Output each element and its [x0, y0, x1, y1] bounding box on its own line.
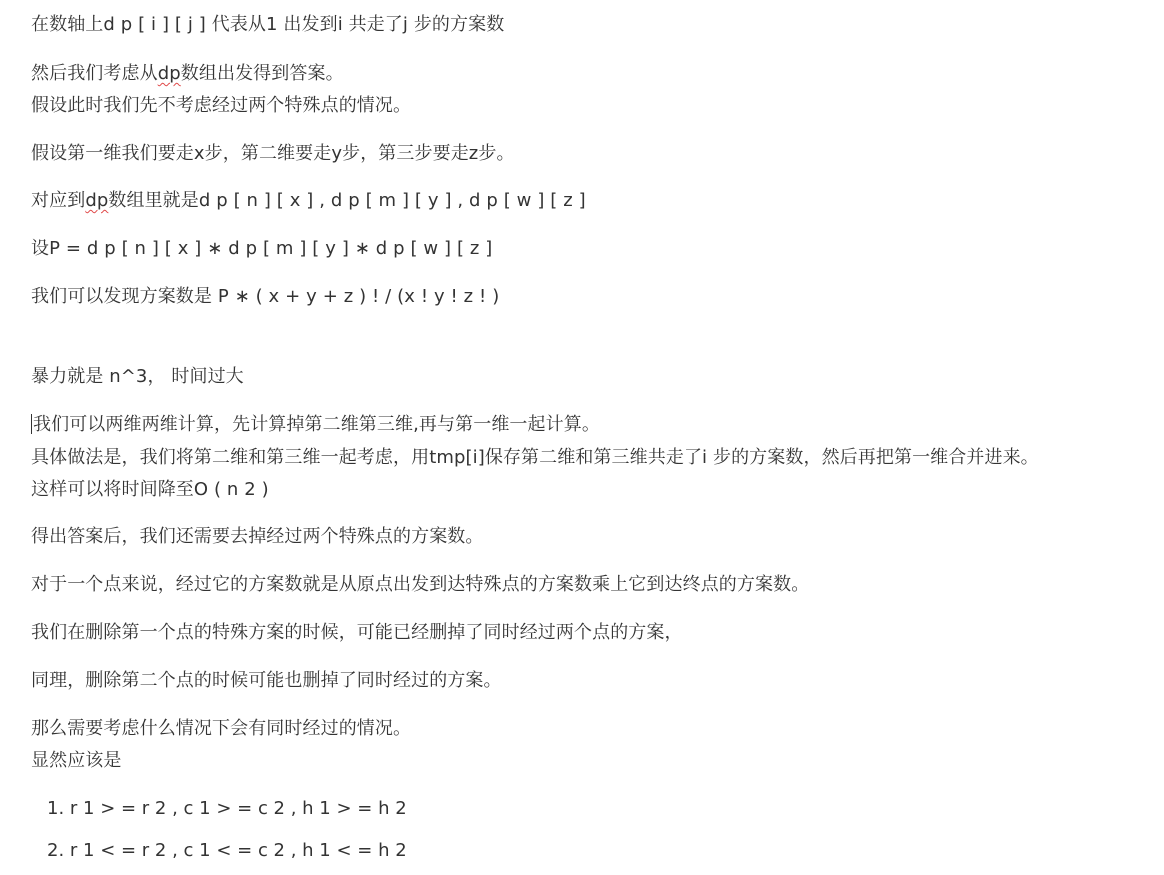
spellcheck-word[interactable]: dp [157, 63, 181, 84]
text-segment: 暴力就是 n^3， 时间过大 [31, 366, 244, 387]
text-segment: 这样可以将时间降至O ( n 2 ) [31, 479, 269, 500]
text-segment: 我们可以发现方案数是 P ∗ ( x + y + z ) ! / (x ! y ! z ! ) [31, 286, 500, 307]
text-segment: 那么需要考虑什么情况下会有同时经过的情况。 [31, 718, 412, 739]
paragraph-consider-dp [31, 61, 344, 87]
text-cursor [31, 414, 32, 434]
paragraph-assumption [31, 93, 411, 119]
paragraph-formula [31, 284, 499, 310]
list-item [47, 838, 407, 864]
text-segment: 我们可以两维两维计算，先计算掉第二维第三维,再与第一维一起计算。 [33, 414, 600, 435]
paragraph-two-dims [31, 412, 600, 438]
text-segment: 具体做法是，我们将第二维和第三维一起考虑，用tmp[i]保存第二维和第三维共走了i 步的方案数，然后再把第一维合并进来。 [31, 447, 1039, 468]
paragraph-define-p [31, 236, 492, 262]
paragraph-consider-case [31, 716, 411, 742]
text-segment: 对应到 [31, 190, 86, 211]
text-segment: 在数轴上d p [ i ] [ j ] 代表从1 出发到i 共走了j 步的方案数 [31, 14, 505, 35]
paragraph-delete-second [31, 668, 502, 694]
paragraph-single-point [31, 572, 809, 598]
spellcheck-word[interactable]: dp [85, 190, 109, 211]
text-segment: 得出答案后，我们还需要去掉经过两个特殊点的方案数。 [31, 526, 484, 547]
list-item-text: 1. r 1 > = r 2 , c 1 > = c 2 , h 1 > = h 2 [47, 798, 407, 819]
text-segment: 对于一个点来说，经过它的方案数就是从原点出发到达特殊点的方案数乘上它到达终点的方案数。 [31, 574, 810, 595]
paragraph-obviously [31, 748, 122, 774]
text-segment: 数组里就是d p [ n ] [ x ] , d p [ m ] [ y ] , d p [ w ] [ z ] [108, 190, 586, 211]
text-segment: 显然应该是 [31, 750, 122, 771]
paragraph-steps [31, 141, 515, 167]
paragraph-remove-special [31, 524, 484, 550]
list-item [47, 796, 407, 822]
paragraph-dp-definition [31, 12, 504, 38]
text-segment: 我们在删除第一个点的特殊方案的时候，可能已经删掉了同时经过两个点的方案， [31, 622, 683, 643]
text-segment: 同理，删除第二个点的时候可能也删掉了同时经过的方案。 [31, 670, 502, 691]
list-item-text: 2. r 1 < = r 2 , c 1 < = c 2 , h 1 < = h 2 [47, 840, 407, 861]
text-segment: 设P = d p [ n ] [ x ] ∗ d p [ m ] [ y ] ∗ d p [ w ] [ z ] [31, 238, 493, 259]
text-segment: 假设第一维我们要走x步，第二维要走y步，第三步要走z步。 [31, 143, 515, 164]
paragraph-dp-array [31, 188, 586, 214]
paragraph-method [31, 445, 1039, 471]
text-segment: 然后我们考虑从 [31, 63, 158, 84]
paragraph-delete-first [31, 620, 683, 646]
paragraph-brute-force [31, 364, 244, 390]
text-segment: 数组出发得到答案。 [180, 63, 344, 84]
paragraph-complexity [31, 477, 269, 503]
text-segment: 假设此时我们先不考虑经过两个特殊点的情况。 [31, 95, 412, 116]
